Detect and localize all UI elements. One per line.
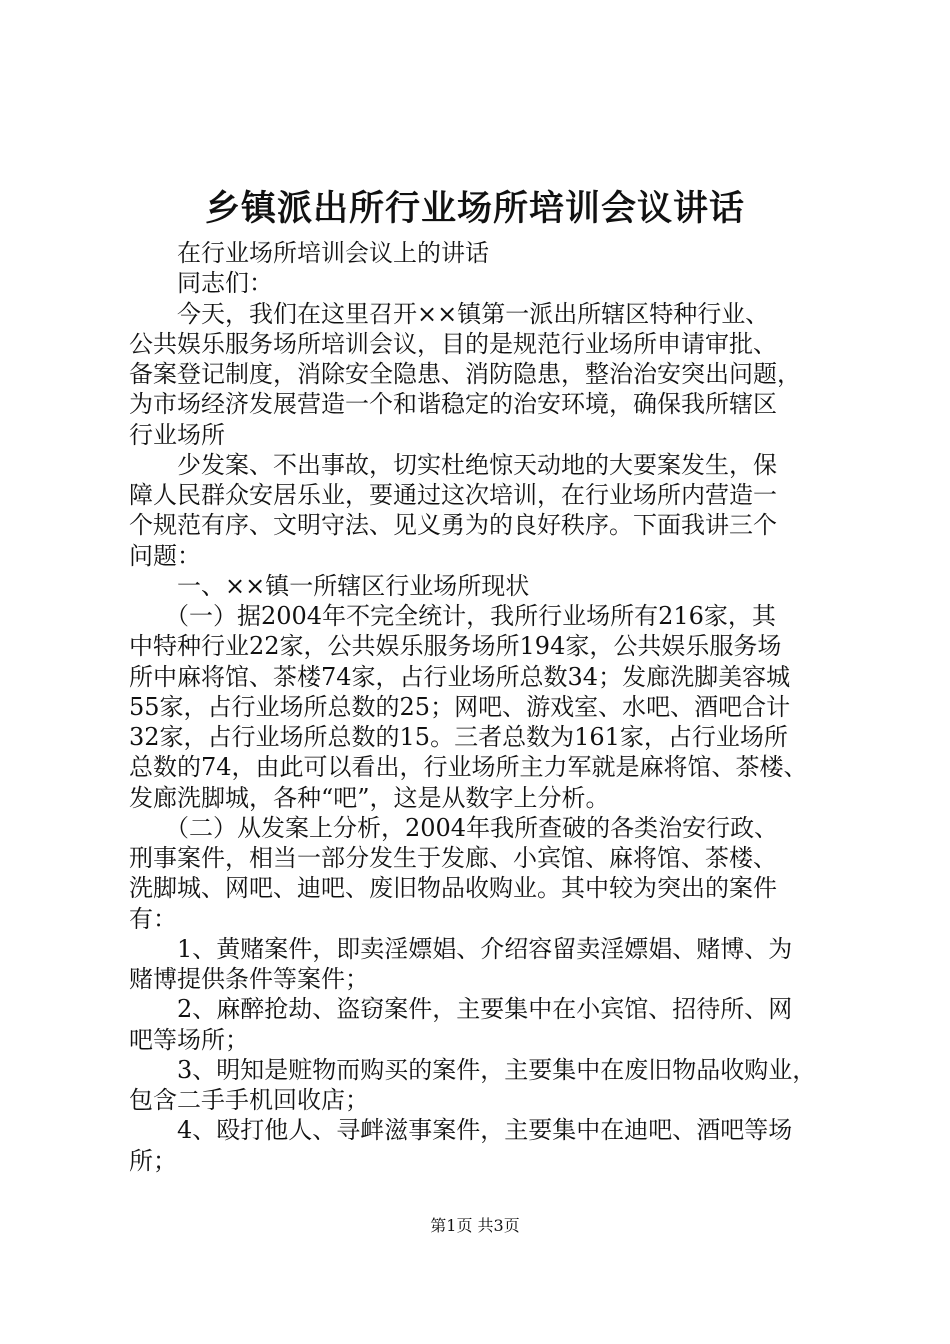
page-footer: 第1页 共3页 [430,1216,520,1235]
document-title: 乡镇派出所行业场所培训会议讲话 [204,188,745,229]
body-line: 问题： [129,541,201,570]
body-line: （二）从发案上分析，2004年我所查破的各类治安行政、 [129,813,779,842]
body-line: 行业场所 [129,420,225,449]
body-line: 发廊洗脚城，各种“吧”，这是从数字上分析。 [129,783,610,812]
body-line: 中特种行业22家，公共娱乐服务场所194家，公共娱乐服务场 [129,632,782,661]
body-line: 洗脚城、网吧、迪吧、废旧物品收购业。其中较为突出的案件 [129,874,777,903]
body-line: 所中麻将馆、茶楼74家，占行业场所总数34；发廊洗脚美容城 [129,662,791,691]
body-line: 2、麻醉抢劫、盗窃案件，主要集中在小宾馆、招待所、网 [129,995,793,1024]
body-line: 有： [129,904,177,933]
body-line: 个规范有序、文明守法、见义勇为的良好秩序。下面我讲三个 [129,511,777,540]
body-line: 公共娱乐服务场所培训会议，目的是规范行业场所申请审批、 [129,329,777,358]
body-line: 55家，占行业场所总数的25；网吧、游戏室、水吧、酒吧合计 [129,692,791,721]
body-line: 障人民群众安居乐业，要通过这次培训，在行业场所内营造一 [129,481,777,509]
body-line: 包含二手手机回收店； [129,1086,369,1114]
body-line: 吧等场所； [129,1025,249,1054]
body-line: 刑事案件，相当一部分发生于发廊、小宾馆、麻将馆、茶楼、 [129,844,777,872]
body-line: 所； [129,1146,177,1175]
body-line: 备案登记制度，消除安全隐患、消防隐患，整治治安突出问题， [129,360,801,388]
body-line: 少发案、不出事故，切实杜绝惊天动地的大要案发生，保 [129,450,777,479]
body-line: 赌博提供条件等案件； [129,965,369,993]
body-line: 32家，占行业场所总数的15。三者总数为161家，占行业场所 [129,723,788,751]
body-line: 在行业场所培训会议上的讲话 [129,239,489,267]
body-line: 今天，我们在这里召开××镇第一派出所辖区特种行业、 [129,299,770,328]
body-line: 一、××镇一所辖区行业场所现状 [129,571,530,600]
body-line: 总数的74，由此可以看出，行业场所主力军就是麻将馆、茶楼、 [129,753,808,782]
body-line: 3、明知是赃物而购买的案件，主要集中在废旧物品收购业， [129,1055,817,1084]
body-line: （一）据2004年不完全统计，我所行业场所有216家，其 [129,602,776,630]
body-line: 1、黄赌案件，即卖淫嫖娼、介绍容留卖淫嫖娼、赌博、为 [129,934,793,963]
body-line: 4、殴打他人、寻衅滋事案件，主要集中在迪吧、酒吧等场 [129,1116,793,1145]
body-line: 同志们： [129,269,273,298]
body-line: 为市场经济发展营造一个和谐稳定的治安环境，确保我所辖区 [129,390,777,419]
